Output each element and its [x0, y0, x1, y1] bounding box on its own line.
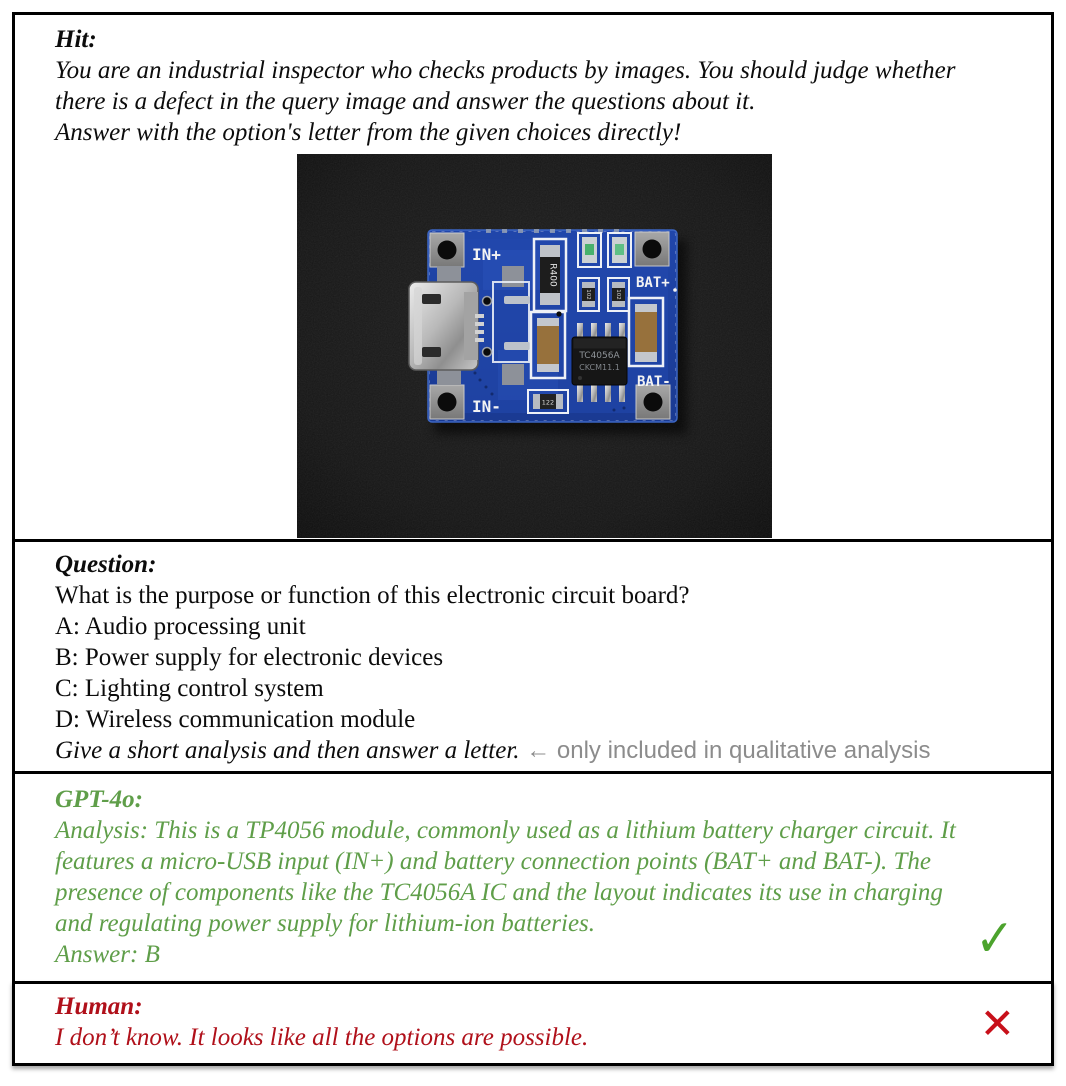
wrong-cross-icon: ✕ — [979, 998, 1015, 1048]
instruction-line — [55, 735, 1021, 766]
section-gpt4o — [12, 771, 1054, 984]
query-image — [297, 154, 772, 538]
pcb-photo-illustration — [297, 154, 772, 538]
figure-frame — [12, 12, 1054, 1066]
resistor-102-left-label: 102 — [585, 289, 591, 300]
correct-check-icon: ✓ — [975, 909, 1015, 969]
hit-line-3: Answer with the option's letter from the given choices directly! — [55, 119, 682, 146]
section-human — [12, 981, 1054, 1066]
section-hit — [12, 12, 1054, 542]
human-label: Human: — [55, 993, 143, 1020]
option-c: C: Lighting control system — [55, 675, 324, 702]
gpt4o-label: GPT-4o: — [55, 786, 143, 813]
question-text: What is the purpose or function of this electronic circuit board? — [55, 582, 690, 609]
question-label: Question: — [55, 551, 157, 578]
ic-label-line1: TC4056A — [579, 351, 620, 361]
gpt4o-analysis-line-1: Analysis: This is a TP4056 module, commonly used as a lithium battery charger circuit. It — [55, 817, 956, 844]
resistor-102-right-label: 102 — [615, 289, 621, 300]
label-bat-minus: BAT- — [637, 374, 671, 390]
pcb-board — [409, 229, 677, 422]
option-a: A: Audio processing unit — [55, 613, 306, 640]
label-bat-plus: BAT+ — [636, 275, 670, 291]
qualitative-note: ← only included in qualitative analysis — [526, 737, 931, 764]
hit-line-1: You are an industrial inspector who checks products by images. You should judge whether — [55, 57, 956, 84]
section-question — [12, 539, 1054, 774]
micro-usb-connector — [409, 282, 484, 370]
resistor-r400-label: R400 — [547, 263, 558, 287]
resistor-122-label: 122 — [541, 398, 555, 407]
option-d: D: Wireless communication module — [55, 706, 416, 733]
instruction-text: Give a short analysis and then answer a letter. — [55, 737, 520, 764]
gpt4o-analysis-line-4: and regulating power supply for lithium-ion batteries. — [55, 910, 596, 937]
option-b: B: Power supply for electronic devices — [55, 644, 444, 671]
hit-label: Hit: — [55, 26, 97, 53]
label-in-plus: IN+ — [472, 245, 501, 264]
hit-line-2: there is a defect in the query image and answer the questions about it. — [55, 88, 756, 115]
gpt4o-analysis-line-2: features a micro-USB input (IN+) and battery connection points (BAT+ and BAT-). The — [55, 848, 931, 875]
ic-label-line2: CKCM11.1 — [579, 363, 620, 372]
label-in-minus: IN- — [472, 397, 501, 416]
human-text: I don’t know. It looks like all the options are possible. — [55, 1024, 589, 1051]
gpt4o-answer: Answer: B — [55, 941, 160, 968]
gpt4o-analysis-line-3: presence of components like the TC4056A IC and the layout indicates its use in charging — [55, 879, 943, 906]
